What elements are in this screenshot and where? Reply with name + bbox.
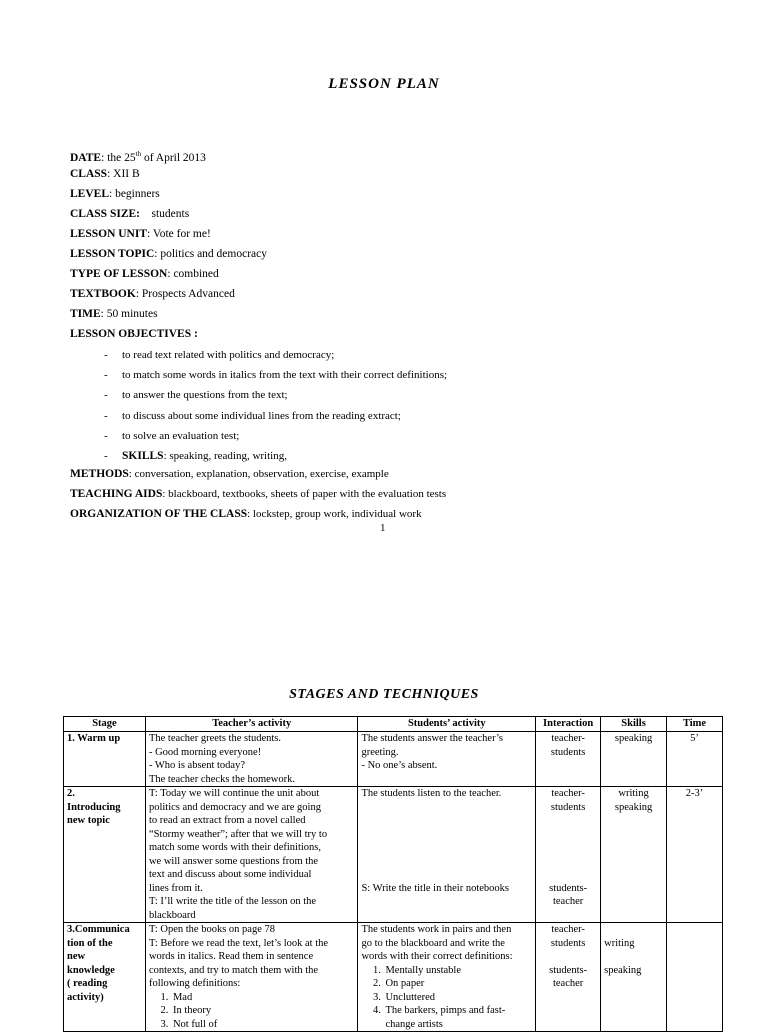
field-value: : conversation, explanation, observation, exercise, example [128,468,389,480]
cell-line: we will answer some questions from the [148,855,319,867]
cell-line: teacher- [551,924,585,935]
cell-line: “Stormy weather”; after that we will try to [148,828,328,840]
interaction-cell [536,787,601,923]
cell-line: new topic [67,815,110,826]
time-cell: 5’ [667,732,723,787]
students-activity-cell [358,923,536,1032]
objective-item [104,347,447,367]
cell-line: teacher- [551,788,585,799]
cell-line: blackboard [148,909,196,921]
field-label: TEXTBOOK [70,288,136,300]
field-value: Prospects Advanced [139,288,235,300]
objective-item [104,428,447,448]
teacher-activity-cell [145,923,358,1032]
cell-line: activity) [67,991,104,1003]
field-value-sup: th [135,150,142,158]
cell-line: The teacher greets the students. [148,733,282,744]
list-dash: - [104,409,108,422]
field-sep: : [101,151,105,164]
field-sep: : [167,268,171,280]
field-class [70,166,750,186]
field-class-size [70,206,750,226]
cell-line: new [67,951,86,962]
cell-line: The teacher checks the homework. [148,773,296,785]
cell-line: knowledge [67,964,115,976]
field-value: beginners [112,188,160,200]
table-row [64,923,723,1032]
field-label: LESSON UNIT [70,228,148,240]
list-dash: - [104,449,108,462]
field-value: the 25 [104,151,136,164]
cell-line: following definitions: [148,978,241,989]
field-label: TIME [70,308,101,320]
lesson-info-2 [70,466,446,526]
field-lesson-unit [70,226,750,246]
table-row [64,732,723,787]
skills-cell [601,923,667,1032]
field-teaching-aids [70,486,446,506]
cell-line: speaking [604,964,642,976]
field-label: ORGANIZATION OF THE CLASS [70,508,248,520]
field-textbook [70,286,750,306]
column-header: Time [667,717,723,732]
field-sep: : [154,248,158,260]
table-header-row [64,717,723,732]
field-label: TEACHING AIDS [70,488,163,500]
list-dash: - [104,349,108,361]
objectives-list [104,347,447,468]
section-title: STAGES AND TECHNIQUES [289,687,479,702]
field-sep: : [100,308,104,320]
column-header: Teacher’s activity [145,717,358,732]
column-header: Students’ activity [358,717,536,732]
skills-label: SKILLS [122,449,164,462]
field-value: politics and democracy [157,248,267,260]
time-cell [667,923,723,1032]
field-organization [70,506,446,526]
cell-line: 2. [67,788,75,799]
table-row [64,787,723,923]
field-label: CLASS [70,168,108,180]
stage-cell [64,923,146,1032]
field-type-of-lesson [70,266,750,286]
definitions-list [149,991,355,1032]
cell-line: lines from it. [148,882,203,894]
cell-line: tion of the [67,937,113,949]
cell-line: speaking [614,733,653,744]
cell-line: - No one’s absent. [361,760,438,771]
objective-item [104,408,447,428]
cell-line: text and discuss about some individual [148,869,312,880]
cell-line: teacher- [551,733,585,744]
skills-cell [601,732,667,787]
time-cell: 2-3’ [667,787,723,923]
field-level [70,186,750,206]
interaction-cell [536,732,601,787]
field-value: XII B [110,168,140,180]
field-methods [70,466,446,486]
field-value: Vote for me! [150,228,211,240]
field-label: DATE [70,151,102,164]
page-title: LESSON PLAN [328,76,440,92]
field-sep: : [109,188,113,200]
interaction-cell [536,923,601,1032]
stages-table [63,716,723,1032]
cell-line: 3.Communica [67,924,130,935]
field-value: : lockstep, group work, individual work [247,508,422,520]
stage-cell [64,787,146,923]
field-time [70,306,750,326]
cell-line: students [550,801,586,813]
field-label: TYPE OF LESSON [70,268,168,280]
cell-line: writing [604,937,635,949]
cell-line: contexts, and try to match them with the [148,964,319,976]
cell-line: writing [618,788,649,799]
field-sep: : [107,168,111,180]
list-dash: - [104,389,108,402]
page-number: 1 [380,522,386,534]
cell-line: match some words with their definitions, [148,842,322,853]
cell-line: - Good morning everyone! [148,746,262,758]
cell-line: words in italics. Read them in sentence [148,951,314,962]
students-activity-cell [358,787,536,923]
field-value: students [140,208,190,220]
field-sep: : [147,228,151,240]
field-label: CLASS SIZE: [70,208,140,220]
objective-text: to answer the questions from the text; [122,389,288,402]
field-date [70,146,750,166]
field-value: : blackboard, textbooks, sheets of paper with the evaluation tests [162,488,447,500]
field-value: 50 minutes [103,308,158,320]
cell-line: ( reading [67,978,108,989]
objective-text: to match some words in italics from the text with their correct definitions; [122,369,448,382]
field-label: LESSON TOPIC [70,248,155,260]
field-value: combined [170,268,219,280]
list-item: 2. In theory [171,1004,355,1018]
cell-line: The students work in pairs and then [361,924,512,935]
field-label: METHODS [70,468,129,480]
answers-list [361,964,532,1032]
column-header: Interaction [536,717,601,732]
objective-text: : speaking, reading, writing, [163,449,287,462]
list-item: 2. On paper [383,977,532,991]
field-value: of April 2013 [141,151,206,164]
cell-line: - Who is absent today? [148,760,245,771]
cell-line: S: Write the title in their notebooks [361,882,509,894]
cell-line: The students answer the teacher’s [361,733,503,744]
list-item: 1. Mad [171,991,355,1005]
stage-cell: 1. Warm up [64,732,146,787]
cell-line: words with their correct definitions: [361,951,513,962]
field-label: LEVEL [70,188,109,200]
field-label: LESSON OBJECTIVES : [70,328,198,340]
cell-line: to read an extract from a novel called [148,815,306,826]
cell-line: T: Today we will continue the unit about [148,788,320,799]
objective-text: to discuss about some individual lines from the reading extract; [122,409,401,422]
column-header: Skills [601,717,667,732]
cell-line: students [550,746,586,758]
list-item: 3. Not full of [171,1018,355,1032]
teacher-activity-cell [145,732,358,787]
cell-line: greeting. [361,746,399,758]
list-dash: - [104,429,108,442]
list-dash: - [104,369,108,382]
cell-line: speaking [614,801,653,813]
teacher-activity-cell [145,787,358,923]
cell-line: teacher [552,896,584,907]
lesson-info [70,146,750,346]
objective-text: to read text related with politics and democracy; [122,349,335,361]
cell-line: students- [549,882,588,894]
skills-cell [601,787,667,923]
objective-item [104,387,447,407]
list-item: 1. Mentally unstable [383,964,532,978]
cell-line: students [550,937,586,949]
cell-line: The students listen to the teacher. [361,788,502,799]
cell-line: politics and democracy and we are going [148,801,321,813]
field-sep: : [135,288,140,300]
cell-line: T: Before we read the text, let’s look at the [148,937,329,949]
cell-line: T: Open the books on page 78 [148,924,275,935]
field-lesson-topic [70,246,750,266]
students-activity-cell [358,732,536,787]
cell-line: teacher [552,978,584,989]
cell-line: T: I’ll write the title of the lesson on the [148,896,317,907]
objective-text: to solve an evaluation test; [122,429,240,442]
list-item: 3. Uncluttered [383,991,532,1005]
column-header: Stage [64,717,146,732]
cell-line: students- [549,964,588,976]
cell-line: Introducing [67,801,121,813]
field-lesson-objectives [70,326,750,346]
list-item: 4. The barkers, pimps and fast-change artists [383,1004,532,1031]
cell-line: go to the blackboard and write the [361,937,505,949]
objective-item [104,367,447,387]
